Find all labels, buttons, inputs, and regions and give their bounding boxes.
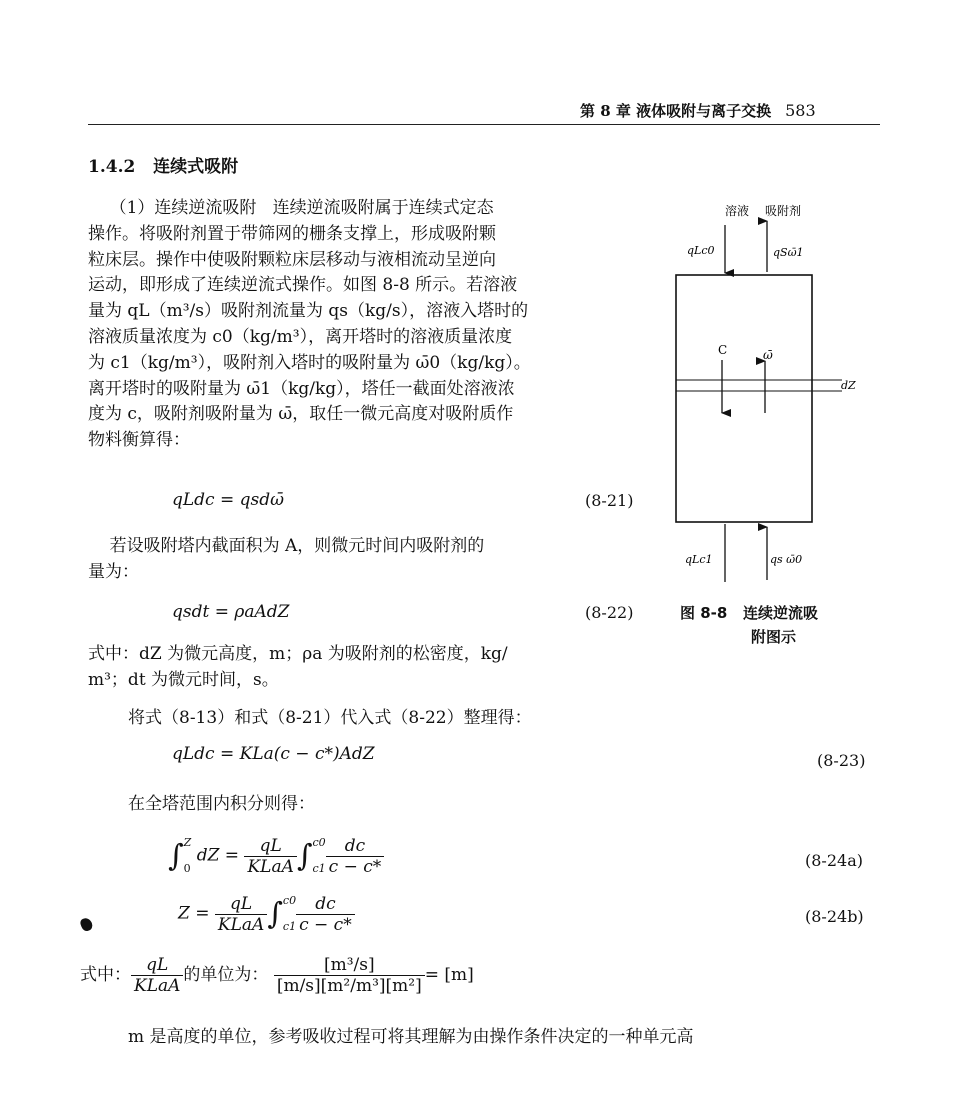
para1-line: 物料衡算得：	[88, 430, 190, 451]
figure-number: 图 8-8	[680, 604, 728, 622]
figure-8-8-diagram	[670, 195, 870, 595]
equation-8-23: qLdc = KLa(c − c*)AdZ	[172, 744, 375, 764]
fraction-denominator: c − c*	[328, 856, 382, 877]
integral-lower-limit: c1	[282, 920, 297, 933]
scan-speck	[79, 917, 94, 933]
coefficient-fraction	[215, 894, 267, 935]
paragraph-cross-section	[88, 534, 650, 586]
column-body	[676, 275, 812, 522]
equation-number-8-24b: (8-24b)	[805, 907, 864, 926]
integral-upper-limit: Z	[183, 836, 192, 849]
integral-limits	[184, 830, 192, 882]
integral-lower-limit: 0	[183, 862, 191, 875]
label-adsorption-amount: ω̄	[763, 348, 773, 362]
fraction-numerator: qL	[131, 955, 183, 976]
equation-8-22: qsdt = ρaAdZ	[172, 602, 290, 622]
integral-limits	[313, 830, 326, 882]
integral-upper-limit: c0	[282, 894, 297, 907]
section-title: 连续式吸附	[153, 157, 239, 177]
section-number: 1.4.2	[88, 157, 136, 177]
fraction-denominator: c − c*	[299, 914, 352, 935]
equation-number-8-23: (8-23)	[817, 751, 866, 770]
equation-lhs: Z =	[178, 903, 210, 924]
equation-8-24b	[178, 888, 355, 940]
para1-line: 操作。将吸附剂置于带筛网的栅条支撑上，形成吸附颗	[88, 223, 496, 244]
fraction-denominator: [m/s][m²/m³][m²]	[276, 976, 422, 996]
figure-caption	[680, 602, 818, 623]
integral-sign: ∫	[267, 896, 283, 932]
fraction-numerator: dc	[326, 836, 385, 857]
para1-line: 离开塔时的吸附量为 ω̄1（kg/kg），塔任一截面处溶液浓	[88, 378, 515, 399]
label-dz: dZ	[841, 379, 856, 392]
figure-title-line1: 连续逆流吸	[743, 604, 819, 622]
label-solution: 溶液	[725, 204, 750, 218]
paragraph-integration: 在全塔范围内积分则得：	[128, 794, 315, 814]
equation-lhs: dZ =	[196, 845, 240, 866]
para2-line: 若设吸附塔内截面积为 A，则微元时间内吸附剂的	[88, 536, 485, 556]
equation-8-24a	[168, 830, 384, 882]
units-mid-text: 的单位为：	[183, 965, 269, 985]
integral-upper-limit: c0	[312, 836, 326, 849]
chapter-title: 第 8 章 液体吸附与离子交换	[580, 102, 772, 120]
label-outlet-flow: qLc1	[685, 553, 713, 566]
equation-number-8-22: (8-22)	[585, 603, 634, 622]
para1-line: （1）连续逆流吸附 连续逆流吸附属于连续式定态	[88, 198, 494, 218]
integrand-fraction	[296, 894, 355, 935]
label-inlet-adsorbent: qs ω̄0	[770, 553, 803, 566]
integral-sign: ∫	[296, 838, 313, 874]
para3-line: m³；dt 为微元时间，s。	[88, 669, 279, 690]
equation-number-8-21: (8-21)	[585, 491, 634, 510]
para1-line: 溶液质量浓度为 c0（kg/m³），离开塔时的溶液质量浓度	[88, 326, 513, 347]
paragraph-symbol-definitions	[88, 642, 650, 694]
units-line	[80, 955, 474, 996]
label-outlet-adsorbent: qSω̄1	[773, 246, 804, 259]
header-rule	[88, 124, 880, 125]
label-inlet-flow: qLc0	[687, 244, 715, 257]
fraction-numerator: [m³/s]	[274, 955, 425, 976]
fraction-denominator: KLaA	[134, 976, 181, 996]
running-header	[580, 100, 816, 121]
para1-line: 粒床层。操作中使吸附颗粒床层移动与液相流动呈逆向	[88, 249, 496, 270]
integral-lower-limit: c1	[312, 862, 326, 875]
paragraph-continuous-adsorption	[88, 196, 650, 454]
fraction-denominator: KLaA	[247, 856, 294, 877]
fraction-denominator: KLaA	[217, 914, 265, 935]
units-prefix: 式中：	[80, 965, 131, 985]
label-concentration: C	[718, 343, 728, 357]
integral-limits	[283, 888, 296, 940]
para2-line: 量为：	[88, 561, 139, 582]
equation-number-8-24a: (8-24a)	[805, 851, 863, 870]
equation-8-21: qLdc = qsdω̄	[172, 490, 284, 510]
label-adsorbent: 吸附剂	[765, 204, 802, 218]
figure-title-line2: 附图示	[751, 628, 797, 646]
section-heading	[88, 152, 238, 177]
page-number: 583	[785, 101, 816, 120]
fraction-numerator: dc	[296, 894, 355, 915]
units-ratio-fraction	[131, 955, 183, 996]
para1-line: 度为 c，吸附剂吸附量为 ω̄，取任一微元高度对吸附质作	[88, 404, 514, 425]
paragraph-substitution: 将式（8-13）和式（8-21）代入式（8-22）整理得：	[128, 708, 532, 728]
para1-line: 为 c1（kg/m³），吸附剂入塔时的吸附量为 ω̄0（kg/kg）。	[88, 352, 531, 373]
final-line: m 是高度的单位，参考吸收过程可将其理解为由操作条件决定的一种单元高	[128, 1027, 694, 1047]
units-fraction	[274, 955, 425, 996]
para3-line: 式中：dZ 为微元高度，m；ρa 为吸附剂的松密度，kg/	[88, 644, 508, 664]
units-result: = [m]	[424, 965, 474, 985]
para1-line: 量为 qL（m³/s）吸附剂流量为 qs（kg/s），溶液入塔时的	[88, 301, 529, 322]
coefficient-fraction	[244, 836, 296, 877]
integrand-fraction	[326, 836, 385, 877]
fraction-numerator: qL	[215, 894, 267, 915]
para1-line: 运动，即形成了连续逆流式操作。如图 8-8 所示。若溶液	[88, 275, 518, 296]
fraction-numerator: qL	[244, 836, 296, 857]
integral-sign: ∫	[168, 838, 184, 874]
